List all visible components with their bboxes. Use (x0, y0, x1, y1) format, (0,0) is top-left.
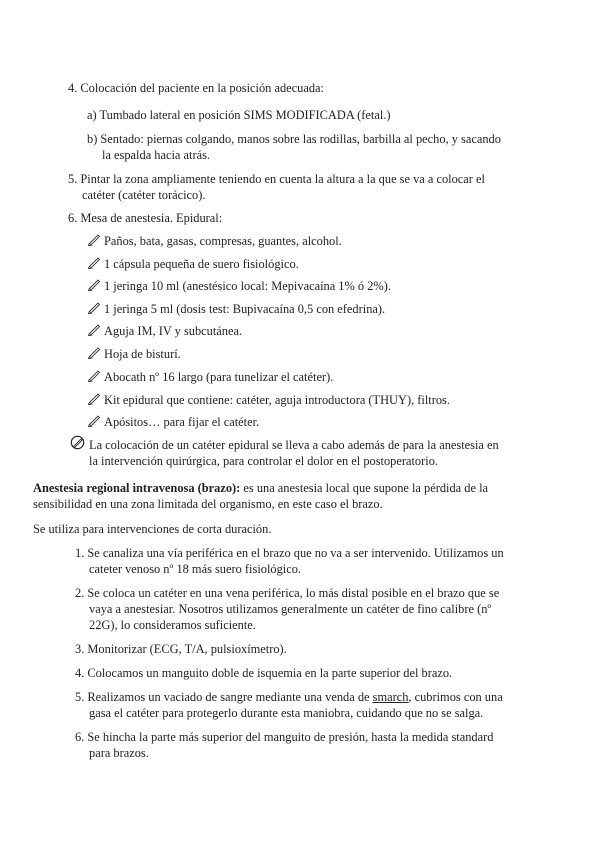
list-item: Hoja de bisturí. (104, 347, 181, 361)
regional-step-3 (75, 641, 287, 658)
pencil-icon (87, 413, 101, 427)
step-number: 2. (75, 586, 85, 600)
pencil-icon (87, 277, 101, 291)
step-text: Realizamos un vaciado de sangre mediante una venda de (87, 690, 373, 704)
step-4 (68, 80, 324, 97)
step-6-title: Mesa de anestesia. Epidural: (80, 211, 223, 225)
list-item: Aguja IM, IV y subcutánea. (104, 324, 243, 338)
regional-intro-cont: sensibilidad en una zona limitada del organismo, en este caso el brazo. (33, 497, 383, 511)
step-text: Colocamos un manguito doble de isquemia en la parte superior del brazo. (87, 666, 453, 680)
step-4-number: 4. (68, 81, 78, 95)
regional-step-1-cont: cateter venoso nº 18 más suero fisiológico. (89, 562, 302, 576)
regional-step-6 (75, 729, 493, 746)
regional-step-5-cont: gasa el catéter para protegerlo durante esta maniobra, cuidando que no se salga. (89, 706, 484, 720)
step-text: Se hincha la parte más superior del manguito de presión, hasta la medida standard (87, 730, 494, 744)
step-text: Se coloca un catéter en una vena periférica, lo más distal posible en el brazo que se (87, 586, 500, 600)
list-item: Kit epidural que contiene: catéter, aguja introductora (THUY), filtros. (104, 393, 450, 407)
step-number: 3. (75, 642, 85, 656)
regional-step-4 (75, 665, 452, 682)
step-number: 6. (75, 730, 85, 744)
section-heading: Anestesia regional intravenosa (brazo): (33, 481, 241, 495)
underlined-term: smarch (372, 690, 409, 704)
list-item: Paños, bata, gasas, compresas, guantes, alcohol. (104, 234, 342, 248)
step-number: 4. (75, 666, 85, 680)
regional-step-5 (75, 689, 503, 706)
epidural-note-cont: la intervención quirúrgica, para controlar el dolor en el postoperatorio. (89, 454, 438, 468)
list-item: Apósitos… para fijar el catéter. (104, 415, 260, 429)
step-6-number: 6. (68, 211, 78, 225)
regional-step-6-cont: para brazos. (89, 746, 149, 760)
pencil-icon (87, 368, 101, 382)
step-5 (68, 171, 485, 188)
regional-usage: Se utiliza para intervenciones de corta duración. (33, 522, 272, 536)
epidural-note: La colocación de un catéter epidural se lleva a cabo además de para la anestesia en (89, 438, 499, 452)
step-4-option-b: b) Sentado: piernas colgando, manos sobre las rodillas, barbilla al pecho, y sacando (87, 132, 501, 146)
step-text: Se canaliza una vía periférica en el brazo que no va a ser intervenido. Utilizamos un (87, 546, 504, 560)
regional-step-1 (75, 545, 504, 562)
pencil-icon (87, 322, 101, 336)
pencil-icon (87, 255, 101, 269)
list-item: 1 jeringa 5 ml (dosis test: Bupivacaína 0,5 con efedrina). (104, 302, 386, 316)
regional-intro (33, 480, 488, 497)
step-4-option-a: a) Tumbado lateral en posición SIMS MODIFICADA (fetal.) (87, 108, 391, 122)
step-4-option-b-cont: la espalda hacia atrás. (102, 148, 211, 162)
regional-intro-text: es una anestesia local que supone la pérdida de la (240, 481, 489, 495)
list-item: Abocath nº 16 largo (para tunelizar el catéter). (104, 370, 334, 384)
step-number: 5. (75, 690, 85, 704)
regional-step-2 (75, 585, 499, 602)
step-5-text-cont: catéter (catéter torácico). (82, 188, 206, 202)
pencil-icon (87, 300, 101, 314)
regional-step-2-cont2: 22G), lo consideramos suficiente. (89, 618, 256, 632)
step-5-number: 5. (68, 172, 78, 186)
step-6 (68, 210, 222, 227)
step-number: 1. (75, 546, 85, 560)
no-entry-pencil-icon (70, 435, 85, 450)
step-4-title: Colocación del paciente en la posición adecuada: (80, 81, 324, 95)
list-item: 1 cápsula pequeña de suero fisiológico. (104, 257, 299, 271)
pencil-icon (87, 391, 101, 405)
pencil-icon (87, 345, 101, 359)
step-text: Monitorizar (ECG, T/A, pulsioxímetro). (87, 642, 287, 656)
step-text-end: , cubrimos con una (408, 690, 503, 704)
step-5-text: Pintar la zona ampliamente teniendo en cuenta la altura a la que se va a colocar el (80, 172, 485, 186)
regional-step-2-cont: vaya a anestesiar. Nosotros utilizamos generalmente un catéter de fino calibre (nº (89, 602, 492, 616)
pencil-icon (87, 232, 101, 246)
list-item: 1 jeringa 10 ml (anestésico local: Mepivacaína 1% ó 2%). (104, 279, 391, 293)
